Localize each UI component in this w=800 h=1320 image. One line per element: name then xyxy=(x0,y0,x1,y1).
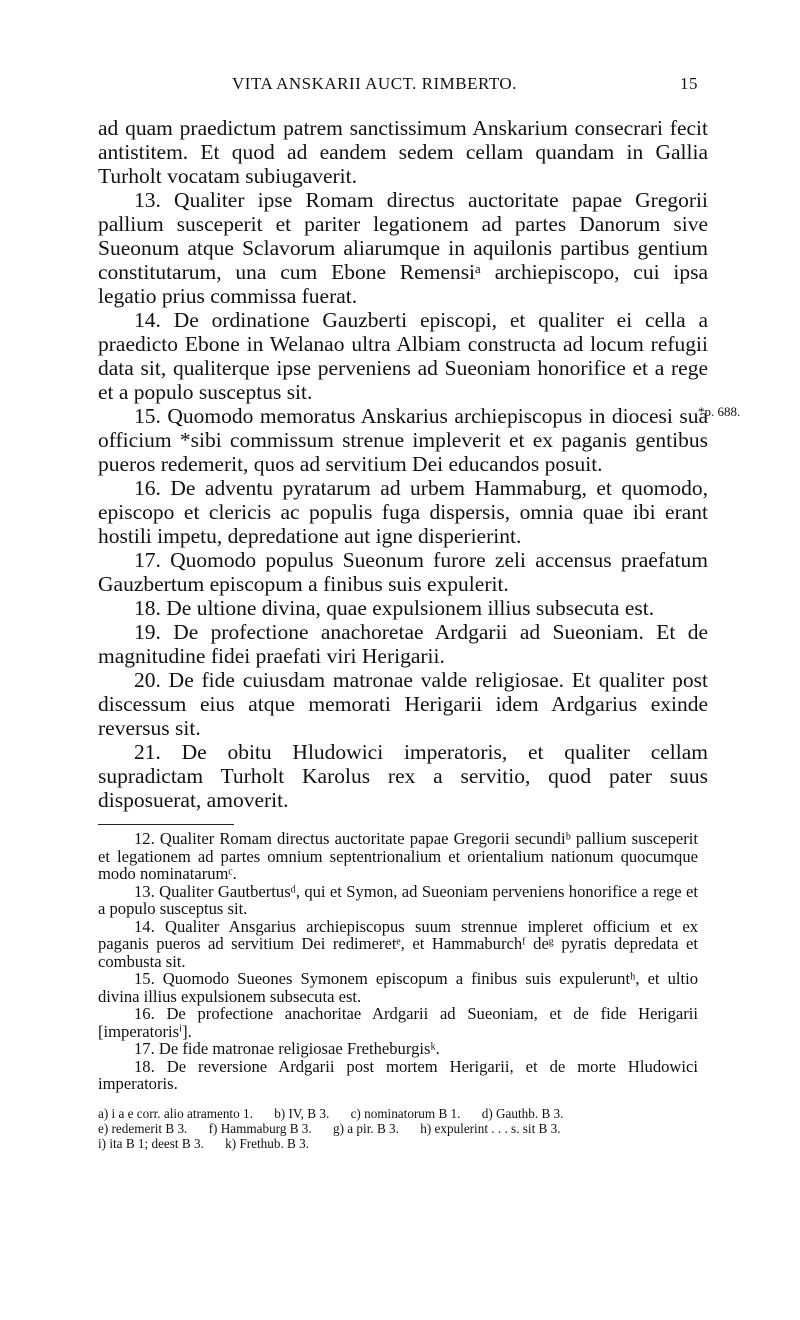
intro-paragraph: ad quam praedictum patrem sanctissimum Anskarium consecrari fecit antistitem. Et quod ad eandem sedem cellam quandam in Gallia Turholt vocatam subiugaverit. xyxy=(98,116,708,188)
margin-page-reference: *p. 688. xyxy=(698,404,741,419)
chapter-19: 19. De profectione anachoretae Ardgarii ad Sueoniam. Et de magnitudine fidei praefati viri Herigarii. xyxy=(98,620,708,668)
apparatus-note-a: a) i a e corr. alio atramento 1. xyxy=(98,1106,253,1121)
variant-chapter-14: 14. Qualiter Ansgarius archiepiscopus suum strennue impleret officium et ex paganis pueros ad servitium Dei redimeretᵉ, et Hammaburchᶠ deᵍ pyratis depredata et combusta sit. xyxy=(98,916,698,971)
apparatus-row xyxy=(98,1121,708,1136)
chapter-14: 14. De ordinatione Gauzberti episcopi, et qualiter ei cella a praedicto Ebone in Welanao ultra Albiam constructa ad locum refugii data sit, qualiterque ipse perveniens ad Sueoniam honorifice et a rege et a populo susceptus sit. xyxy=(98,308,708,404)
variant-chapter-13: 13. Qualiter Gautbertusᵈ, qui et Symon, ad Sueoniam perveniens honorifice a rege et a populo susceptus sit. xyxy=(98,881,698,918)
chapter-15: 15. Quomodo memoratus Anskarius archiepiscopus in diocesi sua officium *sibi commissum strenue impleverit et ex paganis gentibus pueros redemerit, quos ad servitium Dei educandos posuit. xyxy=(98,404,708,476)
running-title: VITA ANSKARII AUCT. RIMBERTO. xyxy=(232,74,517,93)
footnote-rule xyxy=(98,824,234,825)
variant-chapter-12: 12. Qualiter Romam directus auctoritate papae Gregorii secundiᵇ pallium susceperit et legationem ad partes omnium septentrionalium et orientalium nationum quocumque modo nominatarumᶜ. xyxy=(98,829,698,883)
chapter-17: 17. Quomodo populus Sueonum furore zeli accensus praefatum Gauzbertum episcopum a finibus suis expulerit. xyxy=(98,548,708,596)
apparatus-note-b: b) IV, B 3. xyxy=(274,1106,330,1121)
apparatus-note-e: e) redemerit B 3. xyxy=(98,1121,188,1136)
critical-apparatus xyxy=(98,1106,708,1151)
chapter-18: 18. De ultione divina, quae expulsionem illius subsecuta est. xyxy=(134,596,655,620)
chapter-13: 13. Qualiter ipse Romam directus auctoritate papae Gregorii pallium susceperit et pariter legationem ad partes Danorum sive Sueonum atque Sclavorum aliarumque in aquilonis partibus gentium constitutarum, una cum Ebone Remensiᵃ archiepiscopo, cui ipsa legatio prius commissa fuerat. xyxy=(98,188,708,308)
page-number: 15 xyxy=(680,74,698,93)
apparatus-note-d: d) Gauthb. B 3. xyxy=(481,1106,564,1121)
apparatus-note-g: g) a pir. B 3. xyxy=(333,1121,399,1136)
variant-chapter-list xyxy=(98,830,698,1093)
chapter-20: 20. De fide cuiusdam matronae valde religiosae. Et qualiter post discessum eius atque memorati Herigarii idem Ardgarius exinde reversus sit. xyxy=(98,668,708,740)
apparatus-note-f: f) Hammaburg B 3. xyxy=(208,1121,312,1136)
variant-chapter-18: 18. De reversione Ardgarii post mortem Herigarii, et de morte Hludowici imperatoris. xyxy=(98,1056,698,1093)
running-head xyxy=(98,74,708,98)
apparatus-row xyxy=(98,1106,708,1121)
apparatus-row xyxy=(98,1136,708,1151)
main-text xyxy=(98,116,708,812)
apparatus-note-h: h) expulerint . . . s. sit B 3. xyxy=(420,1121,561,1136)
apparatus-note-c: c) nominatorum B 1. xyxy=(350,1106,461,1121)
apparatus-note-i: i) ita B 1; deest B 3. xyxy=(98,1136,204,1151)
chapter-16: 16. De adventu pyratarum ad urbem Hammaburg, et quomodo, episcopo et clericis ac populis fuga dispersis, omnia quae ibi erant hostili impetu, depredatione aut igne disperierint. xyxy=(98,476,708,548)
chapter-21: 21. De obitu Hludowici imperatoris, et qualiter cellam supradictam Turholt Karolus rex a servitio, quod pater suus disposuerat, amoverit. xyxy=(98,740,708,812)
variant-chapter-15: 15. Quomodo Sueones Symonem episcopum a finibus suis expuleruntʰ, et ultio divina illius expulsionem subsecuta est. xyxy=(98,969,698,1006)
variant-chapter-16: 16. De profectione anachoritae Ardgarii ad Sueoniam, et de fide Herigarii [imperatorisⁱ]. xyxy=(98,1004,698,1041)
apparatus-note-k: k) Frethub. B 3. xyxy=(225,1136,310,1151)
variant-chapter-17: 17. De fide matronae religiosae Fretheburgisᵏ. xyxy=(134,1039,440,1058)
